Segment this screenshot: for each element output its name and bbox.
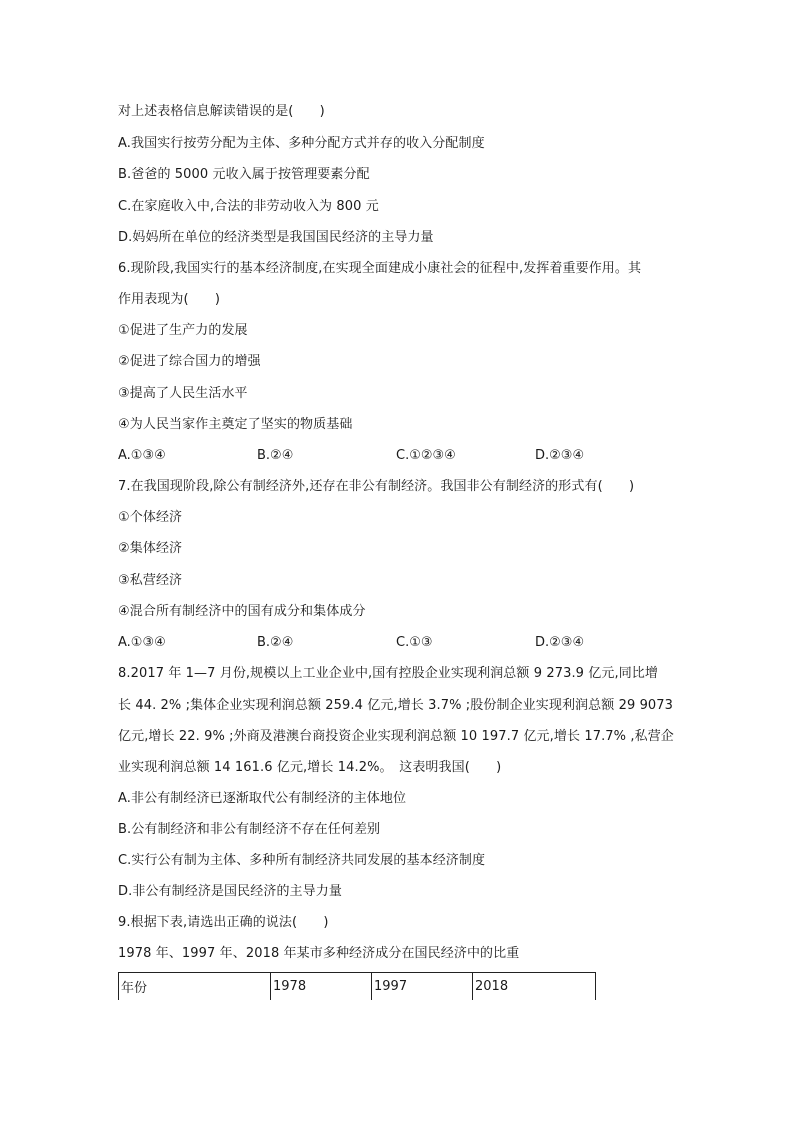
q6-stem-line2: 作用表现为( ) bbox=[118, 292, 221, 307]
q6-item-3: ③提高了人民生活水平 bbox=[118, 386, 248, 401]
q7-choice-d: D.②③④ bbox=[535, 635, 585, 650]
q6-choice-d: D.②③④ bbox=[535, 448, 585, 463]
table-header-1978: 1978 bbox=[271, 973, 372, 1001]
q8-option-a: A.非公有制经济已逐渐取代公有制经济的主体地位 bbox=[118, 791, 407, 806]
q9-table-title: 1978 年、1997 年、2018 年某市多种经济成分在国民经济中的比重 bbox=[118, 946, 520, 961]
q5-option-c: C.在家庭收入中,合法的非劳动收入为 800 元 bbox=[118, 199, 379, 214]
q5-option-b: B.爸爸的 5000 元收入属于按管理要素分配 bbox=[118, 167, 370, 182]
table-header-2018: 2018 bbox=[473, 973, 596, 1001]
q8-option-b: B.公有制经济和非公有制经济不存在任何差别 bbox=[118, 822, 381, 837]
table-header-1997: 1997 bbox=[372, 973, 473, 1001]
q7-item-3: ③私营经济 bbox=[118, 573, 183, 588]
q5-option-a: A.我国实行按劳分配为主体、多种分配方式并存的收入分配制度 bbox=[118, 136, 485, 151]
q6-item-2: ②促进了综合国力的增强 bbox=[118, 354, 261, 369]
q7-item-4: ④混合所有制经济中的国有成分和集体成分 bbox=[118, 604, 366, 619]
q8-option-d: D.非公有制经济是国民经济的主导力量 bbox=[118, 884, 342, 899]
q7-choice-b: B.②④ bbox=[257, 635, 294, 650]
q9-stem: 9.根据下表,请选出正确的说法( ) bbox=[118, 915, 329, 930]
q8-stem-line4: 业实现利润总额 14 161.6 亿元,增长 14.2%。 这表明我国( ) bbox=[118, 760, 502, 775]
q7-item-1: ①个体经济 bbox=[118, 510, 183, 525]
q7-choice-a: A.①③④ bbox=[118, 635, 166, 650]
q9-table bbox=[118, 972, 596, 1000]
q6-choice-c: C.①②③④ bbox=[396, 448, 456, 463]
table-row bbox=[119, 973, 596, 1001]
q6-choice-b: B.②④ bbox=[257, 448, 294, 463]
q7-choice-c: C.①③ bbox=[396, 635, 433, 650]
q8-stem-line1: 8.2017 年 1—7 月份,规模以上工业企业中,国有控股企业实现利润总额 9 273.9 亿元,同比增 bbox=[118, 666, 659, 681]
table-header-year: 年份 bbox=[119, 973, 271, 1001]
q7-stem: 7.在我国现阶段,除公有制经济外,还存在非公有制经济。我国非公有制经济的形式有( ) bbox=[118, 479, 635, 494]
q6-choice-a: A.①③④ bbox=[118, 448, 166, 463]
q5-stem: 对上述表格信息解读错误的是( ) bbox=[118, 104, 325, 119]
q7-item-2: ②集体经济 bbox=[118, 541, 183, 556]
q6-item-1: ①促进了生产力的发展 bbox=[118, 323, 248, 338]
q5-option-d: D.妈妈所在单位的经济类型是我国国民经济的主导力量 bbox=[118, 230, 434, 245]
q8-stem-line3: 亿元,增长 22. 9% ;外商及港澳台商投资企业实现利润总额 10 197.7 亿元,增长 17.7% ,私营企 bbox=[118, 729, 674, 744]
q8-stem-line2: 长 44. 2% ;集体企业实现利润总额 259.4 亿元,增长 3.7% ;股份制企业实现利润总额 29 9073 bbox=[118, 698, 674, 713]
q6-item-4: ④为人民当家作主奠定了坚实的物质基础 bbox=[118, 417, 353, 432]
q6-stem-line1: 6.现阶段,我国实行的基本经济制度,在实现全面建成小康社会的征程中,发挥着重要作用。其 bbox=[118, 261, 642, 276]
q8-option-c: C.实行公有制为主体、多种所有制经济共同发展的基本经济制度 bbox=[118, 853, 486, 868]
